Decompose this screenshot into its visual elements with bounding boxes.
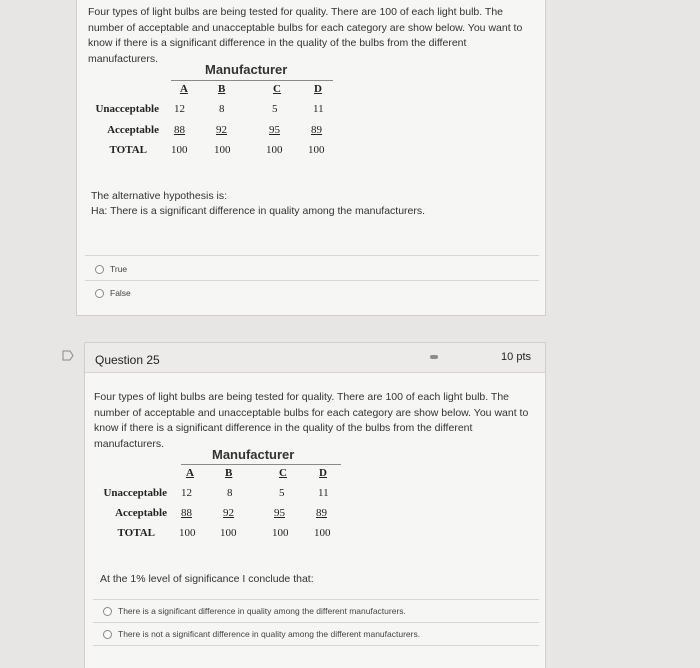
table-cell: 100	[272, 527, 289, 539]
row-label: TOTAL	[109, 144, 147, 156]
table-cell: 100	[179, 527, 196, 539]
column-header: C	[279, 467, 287, 479]
table-cell: 11	[318, 487, 329, 499]
answer-separator	[93, 645, 539, 646]
table-cell: 92	[216, 124, 227, 136]
answer-separator	[85, 280, 539, 281]
table-title: Manufacturer	[212, 447, 295, 462]
table-cell: 100	[314, 527, 331, 539]
row-label: TOTAL	[117, 527, 155, 539]
table-cell: 5	[272, 103, 278, 115]
answer-separator	[85, 255, 539, 256]
hypothesis-statement: Ha: There is a significant difference in quality among the manufacturers.	[91, 205, 426, 217]
hypothesis-label: The alternative hypothesis is:	[91, 190, 227, 202]
answer-option-label: There is a significant difference in quality among the different manufacturers.	[118, 606, 406, 616]
question-prompt: At the 1% level of significance I conclude that:	[100, 573, 314, 585]
table-title: Manufacturer	[205, 62, 288, 77]
table-cell: 95	[274, 507, 285, 519]
column-header: B	[225, 467, 233, 479]
answer-option-label: There is not a significant difference in quality among the different manufacturers.	[118, 629, 421, 639]
answer-separator	[93, 599, 539, 600]
table-cell: 88	[174, 124, 185, 136]
table-cell: 100	[308, 144, 325, 156]
row-label: Acceptable	[115, 507, 167, 519]
question-24-text: Four types of light bulbs are being tested for quality. There are 100 of each light bulb. The number of acceptable and unacceptable bulbs for each category are show below. You want to know if there is a significant difference in the quality of the bulbs from the different manufacturers.	[88, 6, 523, 65]
radio-button[interactable]	[103, 630, 112, 639]
table-cell: 11	[313, 103, 324, 115]
table-cell: 92	[223, 507, 234, 519]
table-cell: 95	[269, 124, 280, 136]
table-cell: 100	[266, 144, 283, 156]
table-cell: 12	[181, 487, 192, 499]
answer-option-significant[interactable]	[103, 606, 406, 616]
answer-option-false[interactable]	[95, 288, 131, 298]
answer-option-not-significant[interactable]	[103, 629, 420, 639]
radio-button[interactable]	[95, 265, 104, 274]
table-cell: 89	[316, 507, 327, 519]
row-label: Unacceptable	[95, 103, 159, 115]
answer-option-true[interactable]	[95, 264, 127, 274]
table-divider	[171, 80, 333, 81]
table-cell: 100	[171, 144, 188, 156]
manufacturer-table	[77, 0, 547, 170]
column-header: D	[314, 83, 322, 95]
table-cell: 100	[214, 144, 231, 156]
question-points: 10 pts	[501, 351, 531, 363]
flag-question-icon[interactable]	[62, 350, 74, 361]
table-cell: 8	[219, 103, 225, 115]
column-header: A	[186, 467, 194, 479]
answer-option-label: True	[110, 264, 128, 274]
column-header: C	[273, 83, 281, 95]
table-cell: 89	[311, 124, 322, 136]
table-divider	[181, 464, 341, 465]
table-cell: 8	[227, 487, 233, 499]
question-25-card	[84, 342, 546, 668]
table-cell: 100	[220, 527, 237, 539]
radio-button[interactable]	[95, 289, 104, 298]
question-24-card	[76, 0, 546, 316]
column-header: A	[180, 83, 188, 95]
answer-separator	[93, 622, 539, 623]
manufacturer-table	[85, 343, 547, 553]
screen-mark	[430, 355, 438, 359]
table-cell: 5	[279, 487, 285, 499]
question-25-text: Four types of light bulbs are being tested for quality. There are 100 of each light bulb. The number of acceptable and unacceptable bulbs for each category are show below. You want to know if there is a significant difference in the quality of the bulbs from the different manufacturers.	[94, 391, 529, 450]
column-header: D	[319, 467, 327, 479]
table-cell: 12	[174, 103, 185, 115]
question-title: Question 25	[95, 353, 160, 367]
table-cell: 88	[181, 507, 192, 519]
row-label: Unacceptable	[103, 487, 167, 499]
radio-button[interactable]	[103, 607, 112, 616]
row-label: Acceptable	[107, 124, 159, 136]
answer-option-label: False	[110, 288, 131, 298]
column-header: B	[218, 83, 226, 95]
